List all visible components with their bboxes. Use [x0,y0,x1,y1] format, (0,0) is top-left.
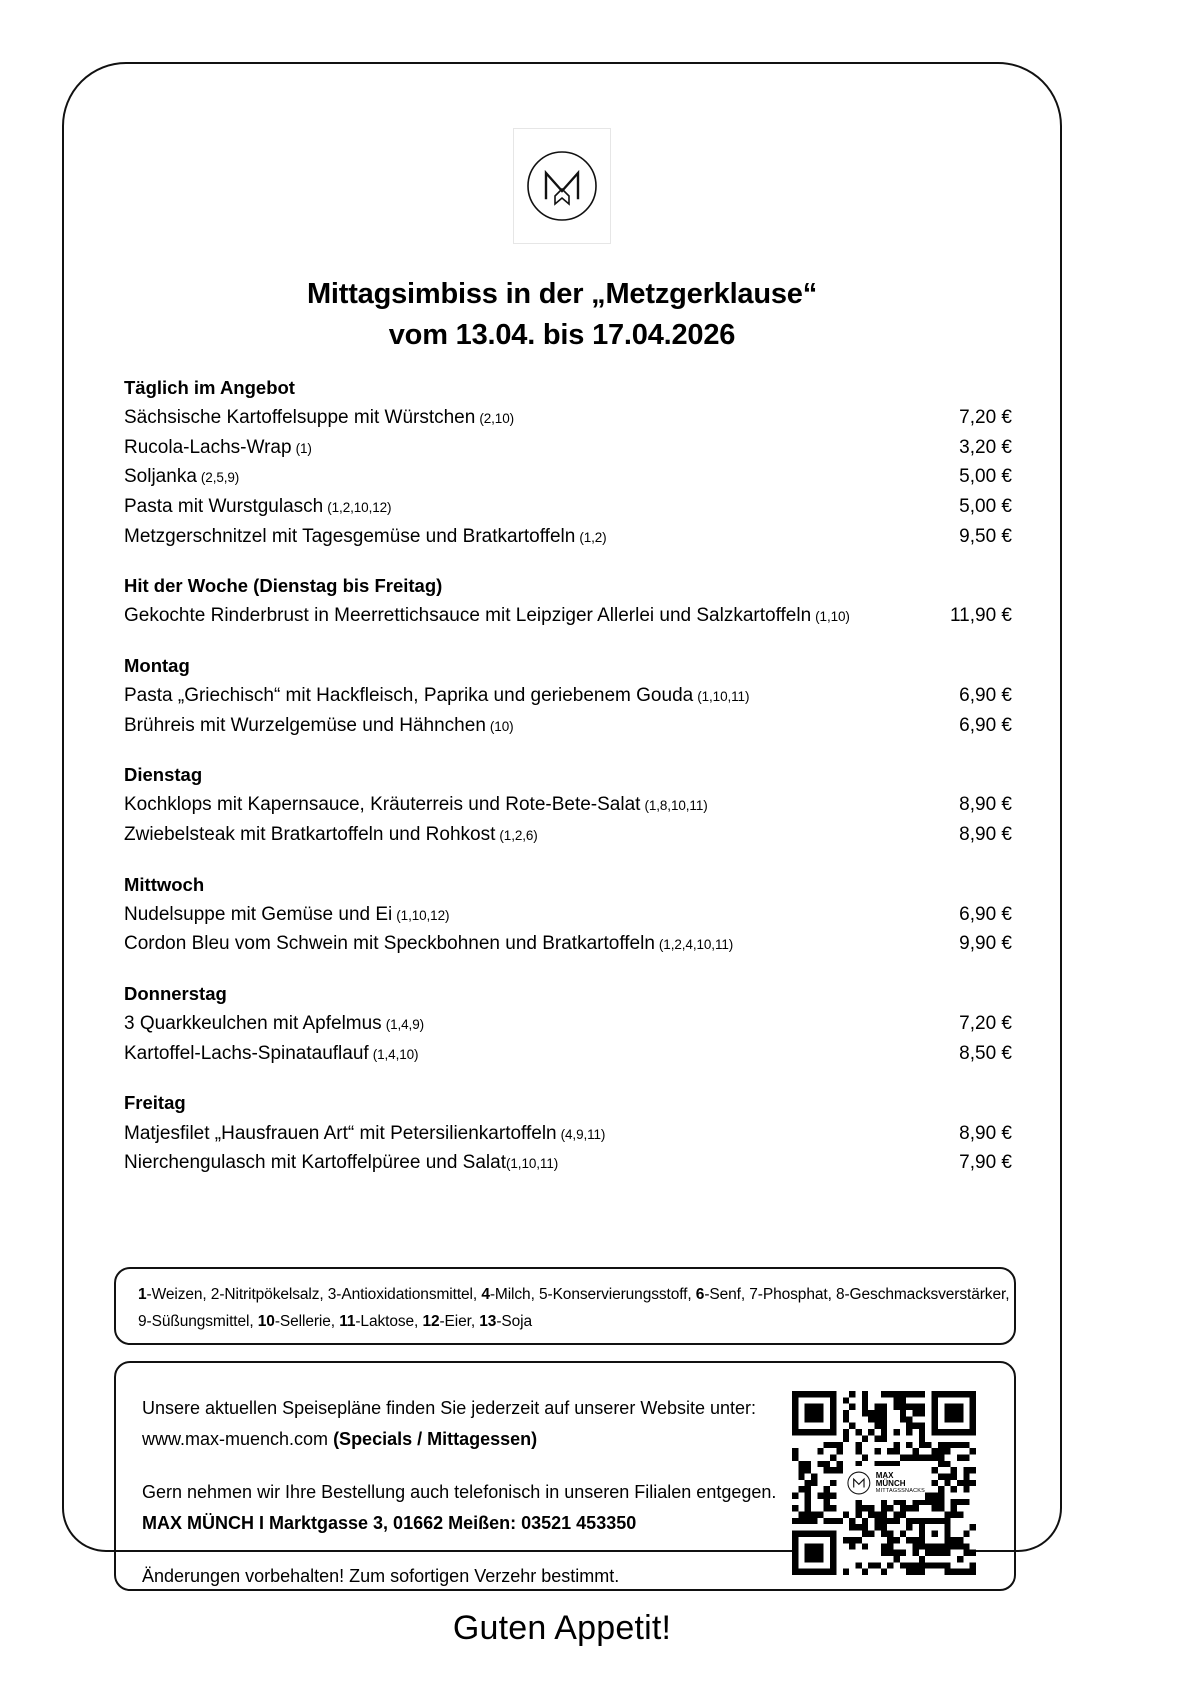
info-text-block [142,1389,776,1589]
website-line [142,1424,776,1455]
menu-item-allergens: (1,4,9) [385,1017,425,1033]
qr-badge-title: MAX MÜNCH [875,1470,906,1489]
qr-center-badge [843,1466,925,1500]
menu-item-allergens: (1,2) [579,529,607,545]
menu-item-allergens: (1,2,6) [499,828,538,844]
menu-item-label [124,403,514,433]
footer-greeting: Guten Appetit! [452,1609,672,1647]
menu-item-label [124,711,514,741]
menu-sections [124,374,1012,1178]
menu-item-price: 9,50 € [959,525,1012,547]
menu-item-name: Kochklops mit Kapernsauce, Kräuterreis und Rote-Bete-Salat [124,794,641,816]
menu-item-row [124,462,1012,492]
menu-item-name: Sächsische Kartoffelsuppe mit Würstchen [124,407,476,429]
menu-item-name: Soljanka [124,466,197,488]
menu-item-row [124,1039,1012,1069]
menu-item-row [124,820,1012,850]
menu-item-row [124,601,1012,631]
menu-item-price: 7,20 € [959,1013,1012,1035]
branch-address-line: MAX MÜNCH I Marktgasse 3, 01662 Meißen: 03521 453350 [142,1512,637,1533]
menu-item-name: Brühreis mit Wurzelgemüse und Hähnchen [124,714,486,736]
menu-item-price: 9,90 € [959,933,1012,955]
menu-item-label [124,1039,418,1069]
menu-item-label [124,601,850,631]
menu-item-name: Pasta mit Wurstgulasch [124,495,324,517]
menu-item-row [124,403,1012,433]
title-line-2: vom 13.04. bis 17.04.2026 [388,319,736,352]
info-spacer-1 [142,1455,776,1477]
menu-item-row [124,681,1012,711]
menu-item-name: Gekochte Rinderbrust in Meerrettichsauce mit Leipziger Allerlei und Salzkartoffeln [124,605,812,627]
menu-item-name: Kartoffel-Lachs-Spinatauflauf [124,1042,369,1064]
menu-item-allergens: (10) [489,718,514,734]
section-heading: Mittwoch [124,873,205,895]
menu-sheet [62,62,1062,1647]
menu-item-row [124,929,1012,959]
menu-item-allergens: (2,5,9) [200,470,240,486]
logo-container [64,128,1060,244]
menu-item-price: 8,90 € [959,1122,1012,1144]
website-intro-line: Unsere aktuellen Speisepläne finden Sie jederzeit auf unserer Website unter: [142,1398,757,1418]
menu-item-price: 7,20 € [959,407,1012,429]
allergen-legend-line-1: 1-Weizen, 2-Nitritpökelsalz, 3-Antioxidationsmittel, 4-Milch, 5-Konservierungsstoff, 6-Senf, 7-Phosphat, 8-Geschmacksverstärker, [138,1286,1010,1303]
menu-item-price: 7,90 € [959,1152,1012,1174]
menu-item-name: Metzgerschnitzel mit Tagesgemüse und Bratkartoffeln [124,525,576,547]
menu-item-label [124,1148,558,1178]
menu-item-label [124,522,607,552]
menu-item-label [124,1009,424,1039]
menu-item-label [124,790,708,820]
menu-item-row [124,711,1012,741]
menu-item-name: Nudelsuppe mit Gemüse und Ei [124,903,393,925]
menu-item-name: Zwiebelsteak mit Bratkartoffeln und Rohkost [124,824,496,846]
menu-item-name: Matjesfilet „Hausfrauen Art“ mit Petersilienkartoffeln [124,1122,557,1144]
allergen-legend-line-2: 9-Süßungsmittel, 10-Sellerie, 11-Laktose, 12-Eier, 13-Soja [138,1312,533,1330]
menu-item-allergens: (2,10) [479,411,514,427]
menu-item-price: 6,90 € [959,903,1012,925]
menu-item-allergens: (1,10) [815,609,850,625]
menu-item-name: Nierchengulasch mit Kartoffelpüree und Salat [124,1152,506,1174]
section-heading: Montag [124,654,190,676]
section-heading: Freitag [124,1092,186,1114]
menu-item-allergens: (1,2,10,12) [327,499,392,515]
menu-item-price: 11,90 € [950,605,1012,627]
brand-logo [513,128,611,244]
menu-section [124,652,1012,740]
menu-item-price: 8,50 € [959,1042,1012,1064]
qr-badge-subtitle: MITTAGSSNACKS [875,1487,925,1494]
qr-logo-icon [846,1470,872,1496]
menu-item-row [124,1119,1012,1149]
menu-item-label [124,900,449,930]
menu-item-price: 5,00 € [959,495,1012,517]
menu-item-price: 5,00 € [959,466,1012,488]
menu-item-price: 6,90 € [959,714,1012,736]
menu-item-name: Rucola-Lachs-Wrap [124,436,292,458]
menu-section [124,572,1012,631]
menu-item-label [124,1119,605,1149]
menu-item-allergens: (1,10,11) [506,1156,559,1172]
info-box [114,1361,1016,1591]
page-title [64,274,1060,356]
menu-item-label [124,492,391,522]
menu-item-allergens: (1,2,4,10,11) [658,937,734,953]
website-url[interactable]: www.max-muench.com [142,1428,334,1449]
website-section-label: (Specials / Mittagessen) [333,1428,538,1449]
menu-item-price: 3,20 € [959,436,1012,458]
menu-item-label [124,433,312,463]
qr-code[interactable] [792,1391,976,1575]
menu-section [124,761,1012,849]
menu-item-name: Pasta „Griechisch“ mit Hackfleisch, Paprika und geriebenem Gouda [124,685,694,707]
menu-item-allergens: (1,10,12) [396,907,450,923]
section-heading: Hit der Woche (Dienstag bis Freitag) [124,575,443,597]
menu-item-row [124,522,1012,552]
menu-item-allergens: (1,10,11) [697,689,750,705]
menu-item-price: 8,90 € [959,824,1012,846]
section-heading: Donnerstag [124,983,227,1005]
menu-item-allergens: (1,4,10) [372,1046,419,1062]
menu-item-row [124,790,1012,820]
menu-section [124,374,1012,551]
section-heading: Täglich im Angebot [124,377,295,398]
menu-item-row [124,1148,1012,1178]
menu-item-name: 3 Quarkkeulchen mit Apfelmus [124,1013,382,1035]
section-heading: Dienstag [124,764,203,786]
menu-section [124,871,1012,959]
m-monogram-icon [522,146,602,226]
allergen-legend-box [114,1267,1016,1345]
menu-item-row [124,433,1012,463]
menu-item-name: Cordon Bleu vom Schwein mit Speckbohnen und Bratkartoffeln [124,933,655,955]
menu-item-label [124,929,733,959]
menu-item-allergens: (4,9,11) [560,1126,606,1142]
menu-item-allergens: (1,8,10,11) [644,798,708,814]
menu-item-row [124,492,1012,522]
menu-item-label [124,462,239,492]
menu-item-row [124,900,1012,930]
qr-badge-text [876,1472,925,1495]
menu-item-price: 8,90 € [959,794,1012,816]
menu-item-label [124,681,749,711]
menu-section [124,1089,1012,1177]
menu-item-allergens: (1) [295,440,312,456]
title-line-1: Mittagsimbiss in der „Metzgerklause“ [306,278,818,310]
phone-order-line: Gern nehmen wir Ihre Bestellung auch telefonisch in unseren Filialen entgegen. [142,1481,777,1502]
menu-section [124,980,1012,1068]
menu-item-row [124,1009,1012,1039]
info-spacer-2 [142,1539,776,1561]
disclaimer-line: Änderungen vorbehalten! Zum sofortigen Verzehr bestimmt. [142,1565,620,1586]
menu-item-price: 6,90 € [959,685,1012,707]
menu-item-label [124,820,538,850]
